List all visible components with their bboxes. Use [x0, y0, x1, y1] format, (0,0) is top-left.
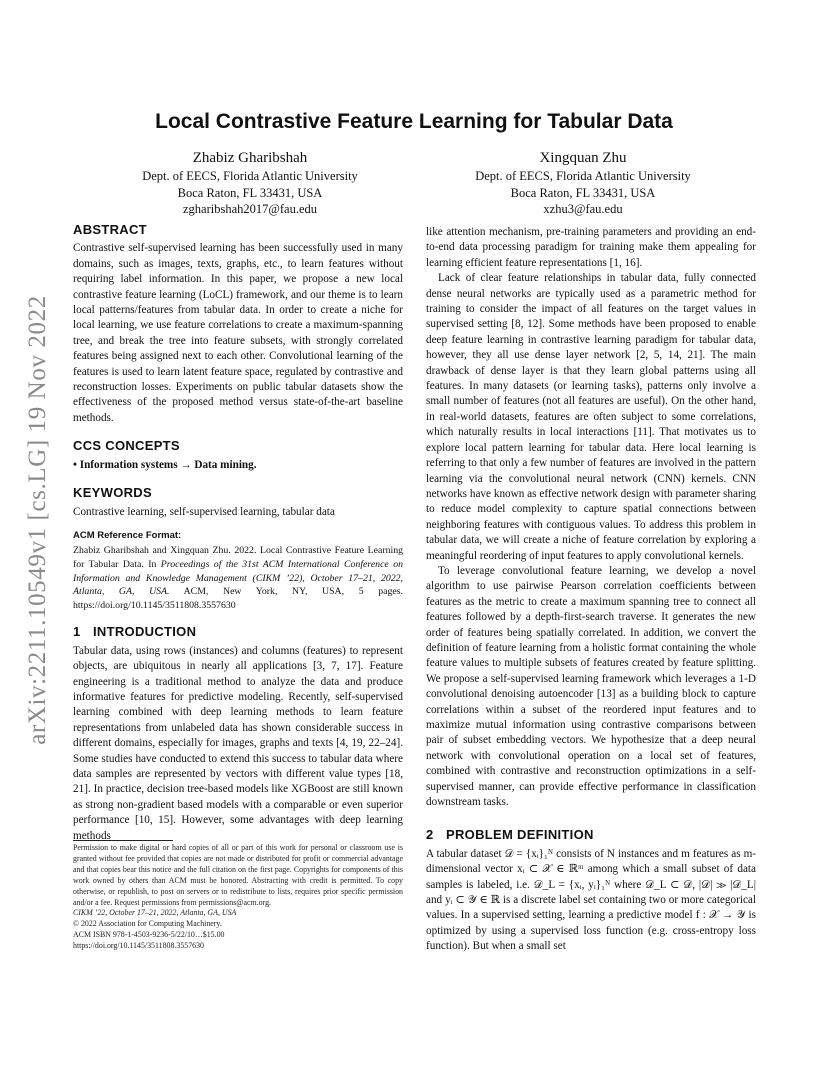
- acm-ref-part1: Zhabiz Gharibshah and Xingquan Zhu. 2022. Local Contrastive Feature Learning for Tabular Data. In: [73, 545, 403, 570]
- author-name: Zhabiz Gharibshah: [192, 150, 308, 166]
- abstract-heading: ABSTRACT: [73, 222, 147, 237]
- left-column: [73, 222, 403, 844]
- author-email[interactable]: xzhu3@fau.edu: [543, 202, 623, 216]
- intro-paragraph-1: Tabular data, using rows (instances) and columns (features) to represent objects, are ubiquitous in nearly all applications [3, 7, 17]. Feature engineering is a traditional method to analyze the data and produce informative features for predictive modeling. Recently, self-supervised learning combined with deep learning methods to learn feature representations from unlabeled data has shown considerable success in different domains, especially for images, graphs and texts [4, 19, 22–24]. Some studies have conducted to extend this success to tabular data where data samples are represented by vectors with different value types [18, 21]. In practice, decision tree-based models like XGBoost are still known as strong non-gradient based models with a comparable or even superior performance [10, 15]. However, some advantages with deep learning methods: [73, 644, 403, 842]
- section-number: 2: [426, 827, 434, 843]
- permission-notice: Permission to make digital or hard copies of all or part of this work for personal or classroom use is granted without fee provided that copies are not made or distributed for profit or commercial advantage and that copies bear this notice and the full citation on the first page. Copyrights for components of this work owned by others than ACM must be honored. Abstracting with credit is permitted. To copy otherwise, or republish, to post on servers or to redistribute to lists, requires prior specific permission and/or a fee. Request permissions from permissions@acm.org.: [73, 843, 403, 907]
- acm-ref-text: [73, 544, 403, 612]
- author-dept: Dept. of EECS, Florida Atlantic University: [142, 169, 358, 183]
- keywords-heading: KEYWORDS: [73, 485, 152, 501]
- intro-paragraph-3: To leverage convolutional feature learning, we develop a novel algorithm to use pairwise Pearson correlation coefficients between features as the metric to create a maximum spanning tree to connect all features followed by a depth-first-search traverse. It generates the new order of features being spatially correlated. In addition, we convert the definition of feature learning from a holistic format containing the whole feature values to multiple subsets of features created by feature splitting. We propose a self-supervised learning framework which leverages a 1-D convolutional denoising autoencoder [13] as a building block to capture correlations within a subset of the reordered input features and to maximize mutual information using contrastive comparisons between pair of subset embedding vectors. We hypothesize that a deep neural network with convolutional operation on a local set of features, combined with contrastive and reconstruction optimizations in a self-supervised manner, can provide effective performance in classification downstream tasks.: [426, 564, 756, 809]
- author-city: Boca Raton, FL 33431, USA: [510, 185, 656, 200]
- copyright-line: © 2022 Association for Computing Machinery.: [73, 919, 222, 929]
- paper-title: Local Contrastive Feature Learning for Tabular Data: [155, 110, 673, 133]
- problem-heading: [426, 827, 756, 842]
- arxiv-side-stamp: [18, 280, 58, 760]
- intro-paragraph-1-continued: like attention mechanism, pre-training parameters and providing an end-to-end data processing paradigm for training make them appealing for learning efficient feature representations [1, 16].: [426, 226, 756, 269]
- author-email[interactable]: zgharibshah2017@fau.edu: [182, 202, 318, 216]
- footnote: [73, 843, 403, 952]
- isbn-line: ACM ISBN 978-1-4503-9236-5/22/10…$15.00: [73, 930, 225, 940]
- intro-heading: [73, 624, 403, 639]
- author-dept: Dept. of EECS, Florida Atlantic University: [475, 169, 691, 183]
- conference-line: CIKM ’22, October 17–21, 2022, Atlanta, GA, USA: [73, 908, 237, 918]
- author-city: Boca Raton, FL 33431, USA: [177, 185, 323, 200]
- section-title: INTRODUCTION: [93, 624, 197, 640]
- author-block-2: [423, 148, 743, 218]
- section-number: 1: [73, 624, 81, 640]
- author-block-1: [90, 148, 410, 218]
- problem-paragraph: A tabular dataset 𝒟 = {xᵢ}₁ᴺ consists of N instances and m features as m-dimensional vector xᵢ ⊂ 𝒳 ∈ ℝᵐ among which a small subset of data samples is labeled, i.e. 𝒟_L = {xᵢ, yᵢ}₁ᴺ where 𝒟_L ⊂ 𝒟, |𝒟| ≫ |𝒟_L| and yᵢ ⊂ 𝒴 ∈ ℝ is a discrete label set containing two or more categorical values. In a supervised setting, learning a predictive model f : 𝒳 → 𝒴 is optimized by using a supervised loss function (e.g. cross-entropy loss function). But when a small set: [426, 847, 756, 953]
- right-column: [426, 225, 756, 955]
- author-name: Xingquan Zhu: [539, 150, 627, 166]
- doi-line[interactable]: https://doi.org/10.1145/3511808.3557630: [73, 941, 205, 951]
- acm-ref-heading: ACM Reference Format:: [73, 529, 182, 541]
- acm-ref-part2[interactable]: ACM, New York, NY, USA, 5 pages. https://doi.org/10.1145/3511808.3557630: [73, 586, 403, 611]
- section-title: PROBLEM DEFINITION: [446, 827, 594, 843]
- ccs-concepts-text: • Information systems → Data mining.: [73, 458, 257, 471]
- keywords-text: Contrastive learning, self-supervised learning, tabular data: [73, 505, 335, 518]
- acm-ref-venue: Proceedings of the 31st ACM International Conference on Information and Knowledge Management (CIKM ’22), October 17–21, 2022, Atlanta, GA, USA.: [73, 558, 403, 598]
- abstract-text: Contrastive self-supervised learning has been successfully used in many domains, such as images, texts, graphs, etc., to learn features without requiring label information. In this paper, we propose a new local contrastive feature learning (LoCL) framework, and our theme is to learn local patterns/features from tabular data. In order to create a niche for local learning, we use feature correlations to create a maximum-spanning tree, and break the tree into feature subsets, with strongly correlated features being assigned next to each other. Convolutional learning of the features is used to learn latent feature space, regulated by contrastive and reconstruction losses. Experiments on public tabular datasets show the effectiveness of the proposed method versus state-of-the-art baseline methods.: [73, 242, 403, 424]
- footnote-divider: [73, 840, 173, 841]
- intro-paragraph-2: Lack of clear feature relationships in tabular data, fully connected dense neural networks are typically used as a parametric method for training to consider the impact of all features on the target values in supervised setting [8, 12]. Some methods have been proposed to enable deep feature learning in contrastive learning paradigm for tabular data, however, they all use dense layer network [2, 5, 14, 21]. The main drawback of dense layer is that they learn global patterns using all features. In many datasets (or learning tasks), patterns only involve a small number of features (not all features are useful). On the other hand, in real-world datasets, features are often subject to some correlations, which naturally results in local interactions [11]. That motivates us to explore local pattern learning for tabular data. Here local learning is referring to that only a few number of features are involved in the pattern learning via the convolutional neural network (CNN) kernels. CNN networks have known as effective network design with parameter sharing to reduce model complexity to capture spatial connections between neighboring features with contiguous values. To address this problem in tabular data, we will create a niche of feature correlation by exploring a meaningful reordering of input features to apply convolutional kernels.: [426, 272, 756, 562]
- ccs-heading: CCS CONCEPTS: [73, 438, 180, 454]
- arxiv-stamp-text[interactable]: arXiv:2211.10549v1 [cs.LG] 19 Nov 2022: [24, 295, 51, 745]
